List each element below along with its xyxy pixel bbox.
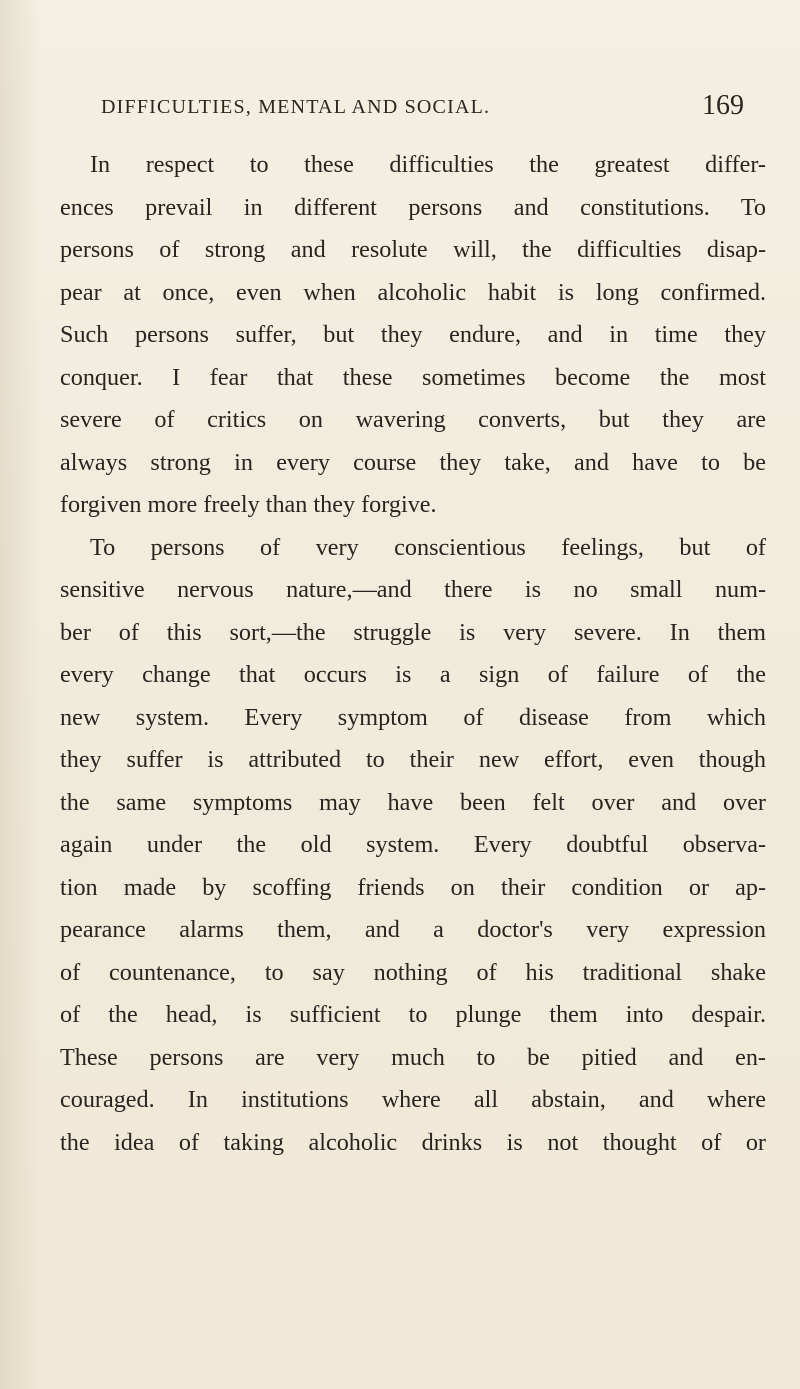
text-line: forgiven more freely than they forgive. xyxy=(60,491,437,518)
running-title: DIFFICULTIES, MENTAL AND SOCIAL. xyxy=(101,96,491,118)
text-line: persons of strong and resolute will, the difficulties disap- xyxy=(60,236,766,263)
text-line: pear at once, even when alcoholic habit is long confirmed. xyxy=(60,278,766,306)
running-head xyxy=(0,90,800,136)
text-line: the same symptoms may have been felt over and over xyxy=(60,788,766,816)
text-line: of countenance, to say nothing of his traditional shake xyxy=(60,958,766,986)
text-line: sensitive nervous nature,—and there is no small num- xyxy=(60,576,766,603)
text-line: the idea of taking alcoholic drinks is not thought of or xyxy=(60,1128,766,1156)
text-line: every change that occurs is a sign of failure of the xyxy=(60,661,766,688)
text-line: again under the old system. Every doubtful observa- xyxy=(60,831,766,858)
text-line: pearance alarms them, and a doctor's very expression xyxy=(60,916,766,943)
page-number: 169 xyxy=(702,90,744,121)
text-line: ences prevail in different persons and constitutions. To xyxy=(60,193,766,221)
text-line: conquer. I fear that these sometimes become the most xyxy=(60,363,766,391)
text-line: tion made by scoffing friends on their condition or ap- xyxy=(60,873,766,901)
text-line: they suffer is attributed to their new effort, even though xyxy=(60,746,766,773)
text-line: always strong in every course they take, and have to be xyxy=(60,448,766,476)
text-line: severe of critics on wavering converts, but they are xyxy=(60,406,766,433)
text-line: new system. Every symptom of disease from which xyxy=(60,703,766,731)
body-text xyxy=(60,144,766,1164)
text-line: To persons of very conscientious feelings, but of xyxy=(90,533,766,561)
text-line: ber of this sort,—the struggle is very severe. In them xyxy=(60,618,766,646)
text-line: Such persons suffer, but they endure, and in time they xyxy=(60,321,766,348)
text-line: In respect to these difficulties the greatest differ- xyxy=(90,151,766,178)
text-line: couraged. In institutions where all abstain, and where xyxy=(60,1086,766,1113)
text-line: of the head, is sufficient to plunge them into despair. xyxy=(60,1001,766,1028)
text-line: These persons are very much to be pitied and en- xyxy=(60,1043,766,1071)
